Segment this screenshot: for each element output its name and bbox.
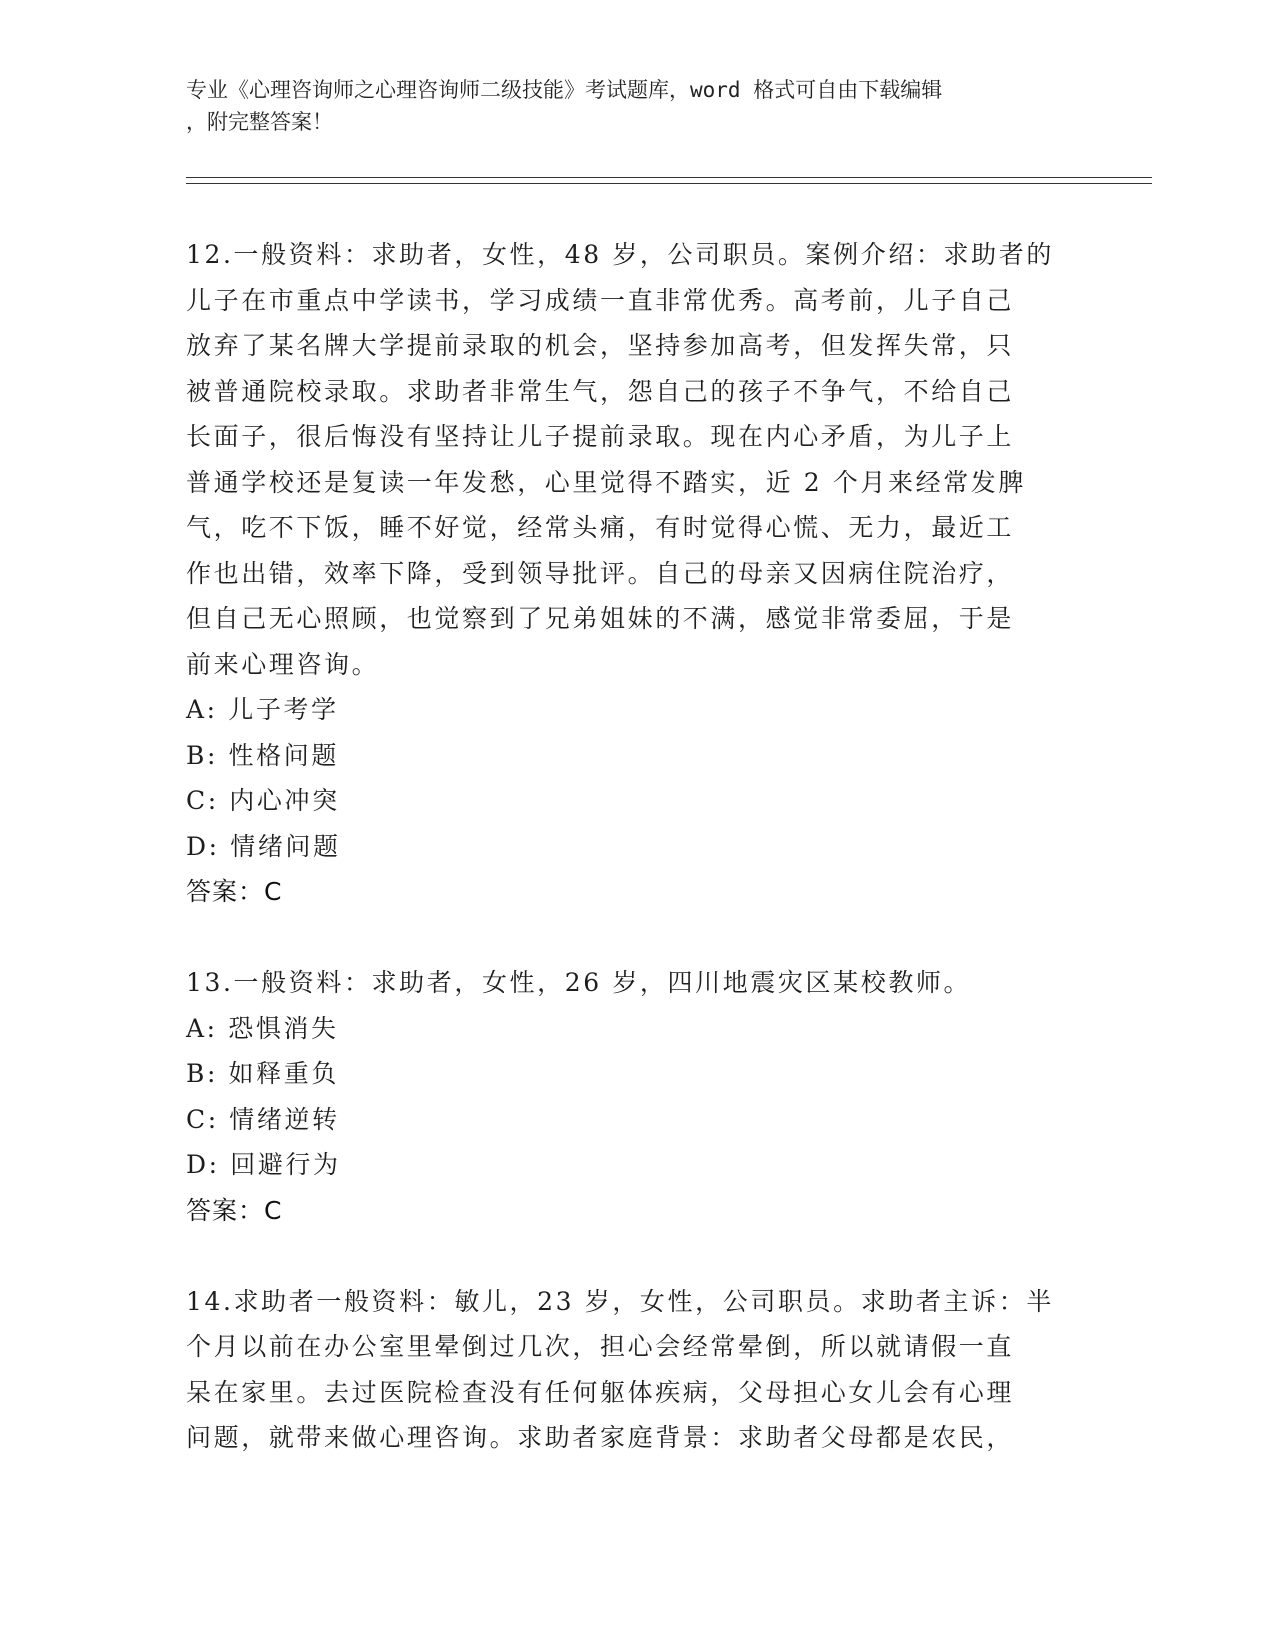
- option-b: B: 如释重负: [186, 1059, 339, 1088]
- question-text-line: 前来心理咨询。: [186, 649, 380, 679]
- question-text-line: 普通学校还是复读一年发愁，心里觉得不踏实，近 2 个月来经常发脾: [186, 467, 1027, 497]
- question-text-line: 气，吃不下饭，睡不好觉，经常头痛，有时觉得心慌、无力，最近工: [186, 513, 1015, 542]
- option-c: C: 内心冲突: [186, 786, 340, 815]
- question-text-line: 长面子，很后悔没有坚持让儿子提前录取。现在内心矛盾，为儿子上: [186, 422, 1015, 451]
- question-list: [186, 232, 1086, 1461]
- question-text-line: 个月以前在办公室里晕倒过几次，担心会经常晕倒，所以就请假一直: [186, 1332, 1015, 1361]
- question-text-line: 但自己无心照顾，也觉察到了兄弟姐妹的不满，感觉非常委屈，于是: [186, 604, 1015, 633]
- question-13: [186, 960, 1086, 1233]
- option-a: A: 恐惧消失: [186, 1013, 339, 1043]
- header-line-1: 专业《心理咨询师之心理咨询师二级技能》考试题库，word 格式可自由下载编辑: [186, 78, 943, 102]
- header-divider-bottom: [186, 183, 1152, 184]
- option-c: C: 情绪逆转: [186, 1104, 340, 1134]
- question-text-line: 12.一般资料：求助者，女性，48 岁，公司职员。案例介绍：求助者的: [186, 240, 1054, 269]
- question-text-line: 14.求助者一般资料：敏儿，23 岁，女性，公司职员。求助者主诉：半: [186, 1286, 1054, 1316]
- header-line-2: ，附完整答案！: [186, 110, 333, 134]
- question-text-line: 13.一般资料：求助者，女性，26 岁，四川地震灾区某校教师。: [186, 968, 972, 997]
- option-d: D: 情绪问题: [186, 831, 341, 861]
- option-b: B: 性格问题: [186, 740, 339, 770]
- question-text-line: 呆在家里。去过医院检查没有任何躯体疾病，父母担心女儿会有心理: [186, 1377, 1015, 1407]
- option-d: D: 回避行为: [186, 1150, 341, 1179]
- question-spacer: [186, 915, 1086, 961]
- question-14: [186, 1279, 1086, 1461]
- answer-label: 答案：C: [186, 1195, 283, 1225]
- question-12: [186, 232, 1086, 915]
- option-a: A: 儿子考学: [186, 695, 339, 724]
- question-text-line: 问题，就带来做心理咨询。求助者家庭背景：求助者父母都是农民，: [186, 1423, 1015, 1452]
- question-text-line: 放弃了某名牌大学提前录取的机会，坚持参加高考，但发挥失常，只: [186, 331, 1015, 360]
- question-text-line: 被普通院校录取。求助者非常生气，怨自己的孩子不争气，不给自己: [186, 376, 1015, 406]
- question-text-line: 儿子在市重点中学读书，学习成绩一直非常优秀。高考前，儿子自己: [186, 285, 1015, 315]
- answer-label: 答案：C: [186, 877, 283, 906]
- question-text-line: 作也出错，效率下降，受到领导批评。自己的母亲又因病住院治疗，: [186, 558, 1015, 588]
- question-spacer: [186, 1233, 1086, 1279]
- document-header: [186, 74, 1066, 138]
- header-divider-top: [186, 177, 1152, 178]
